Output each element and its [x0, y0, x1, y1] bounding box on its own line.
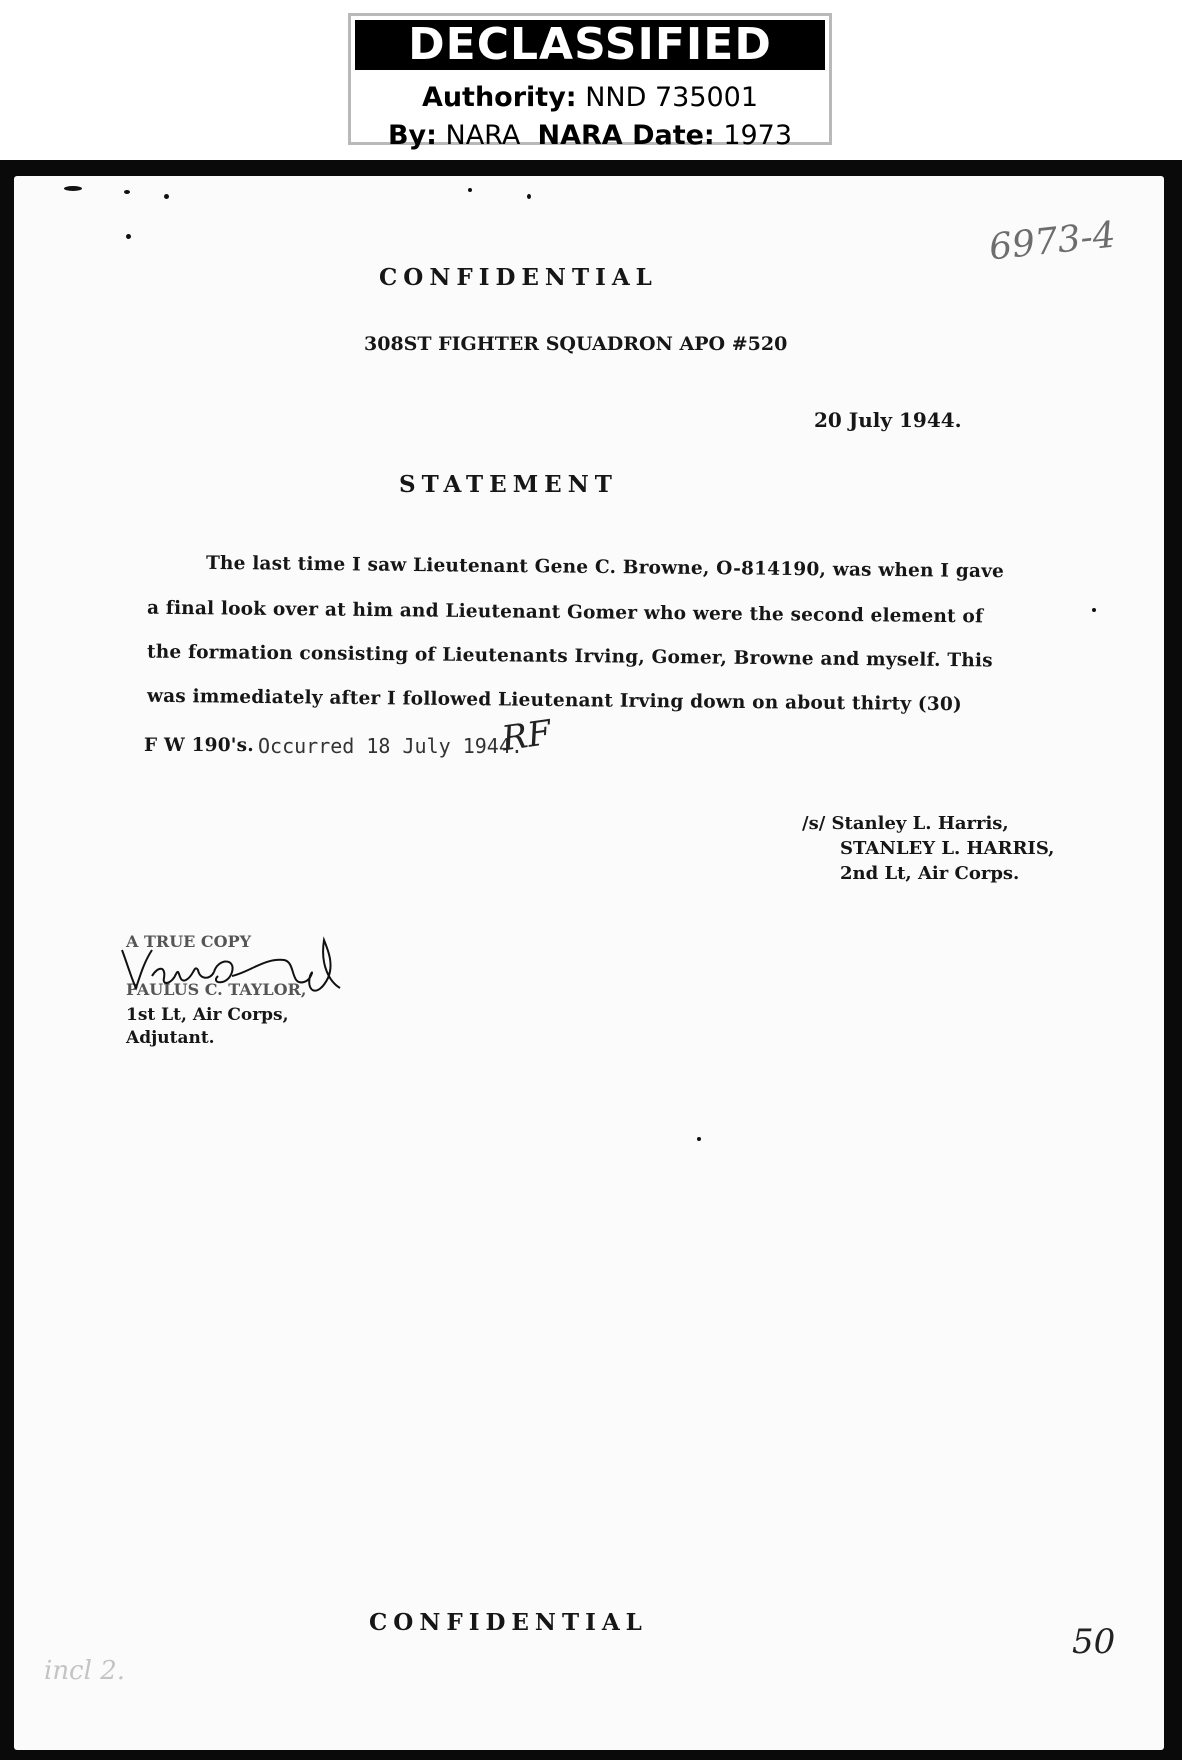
- true-copy-title: Adjutant.: [126, 1028, 215, 1048]
- body-line-4: was immediately after I followed Lieutenant Irving down on about thirty (30): [146, 685, 963, 716]
- scan-speck: [697, 1137, 701, 1141]
- document-page: [14, 176, 1164, 1750]
- true-copy-rank: 1st Lt, Air Corps,: [126, 1005, 289, 1025]
- stamp-by-value: NARA: [445, 120, 521, 151]
- file-number-handwritten: 6973-4: [987, 214, 1118, 269]
- statement-heading: STATEMENT: [399, 471, 618, 498]
- scanned-document: [0, 160, 1182, 1760]
- stamp-by-label: By:: [387, 120, 437, 151]
- stamp-by-line: [351, 120, 829, 151]
- stamp-authority-line: [351, 82, 829, 113]
- stamp-authority-value: NND 735001: [585, 82, 759, 113]
- stamp-authority-label: Authority:: [421, 82, 577, 113]
- signature-line-2: STANLEY L. HARRIS,: [840, 838, 1055, 859]
- declassified-stamp: [348, 13, 832, 151]
- unit-heading: 308ST FIGHTER SQUADRON APO #520: [364, 333, 788, 355]
- body-line-2: a final look over at him and Lieutenant Gomer who were the second element of: [146, 597, 984, 628]
- body-line-3: the formation consisting of Lieutenants Irving, Gomer, Browne and myself. This: [146, 641, 993, 672]
- signature-line-3: 2nd Lt, Air Corps.: [840, 863, 1020, 884]
- stamp-date-label: NARA Date:: [537, 120, 715, 151]
- true-copy-label: A TRUE COPY: [126, 932, 252, 951]
- page-number: 50: [1072, 1622, 1116, 1662]
- scan-speck: [126, 234, 131, 239]
- scan-speck: [1092, 608, 1096, 612]
- scan-speck: [468, 188, 472, 192]
- classification-bottom: CONFIDENTIAL: [369, 1609, 648, 1636]
- stamp-date-value: 1973: [723, 120, 793, 151]
- stamp-title: DECLASSIFIED: [355, 20, 825, 70]
- scan-speck: [64, 186, 82, 191]
- scan-speck: [527, 194, 531, 199]
- occurred-note: Occurred 18 July 1944.: [258, 734, 523, 758]
- initials-handwritten: RF: [499, 712, 554, 760]
- body-line-5: F W 190's.: [144, 735, 254, 756]
- handwritten-signature: [114, 936, 354, 1006]
- scan-speck: [164, 194, 169, 199]
- scan-speck: [124, 190, 130, 194]
- body-line-1: The last time I saw Lieutenant Gene C. Browne, O-814190, was when I gave: [205, 552, 1005, 583]
- signature-line-1: /s/ Stanley L. Harris,: [802, 813, 1009, 834]
- classification-top: CONFIDENTIAL: [379, 264, 658, 291]
- bottom-left-note: incl 2.: [44, 1656, 126, 1686]
- document-date: 20 July 1944.: [814, 408, 962, 432]
- true-copy-name: PAULUS C. TAYLOR,: [126, 980, 307, 999]
